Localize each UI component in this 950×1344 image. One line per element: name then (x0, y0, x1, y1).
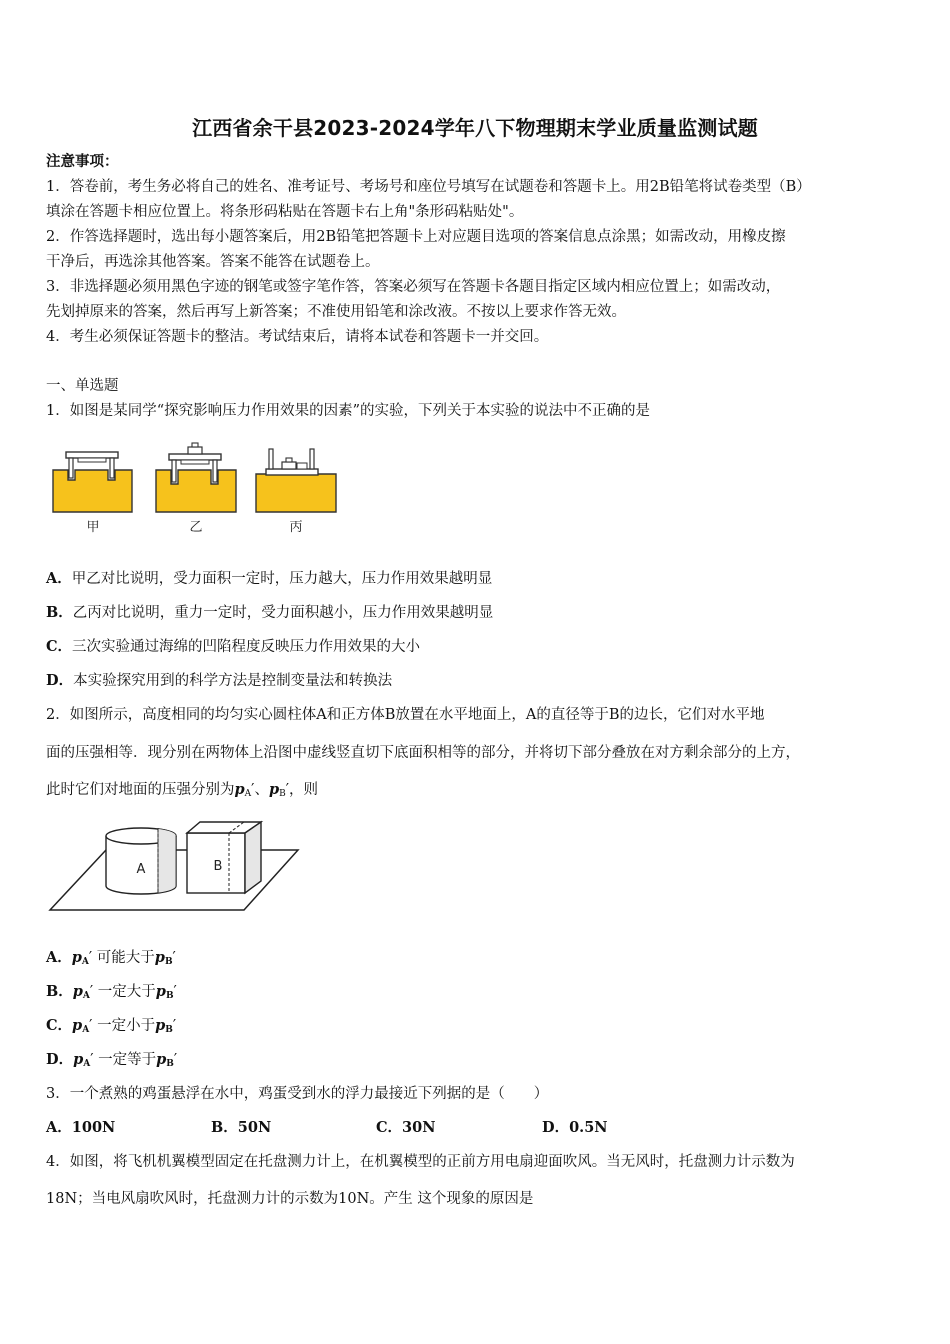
q2-solids-figure (48, 818, 304, 914)
sponge-yi (156, 443, 236, 512)
sponge-jia (53, 452, 132, 512)
q3-option-b[interactable]: B．50N (211, 1119, 272, 1136)
q3-option-c[interactable]: C．30N (376, 1119, 436, 1136)
q3-option-a[interactable]: A．100N (46, 1119, 116, 1136)
q1-stem: 1．如图是某同学“探究影响压力作用效果的因素”的实验，下列关于本实验的说法中不正确的是 (46, 403, 651, 419)
sponge-bing (256, 449, 336, 512)
notice-line: 3．非选择题必须用黑色字迹的钢笔或签字笔作答，答案必须写在答题卡各题目指定区域内相应位置上；如需改动， (46, 279, 781, 295)
q2-option-c[interactable]: C．$p_A'$ 一定小于$p_B'$ (46, 1017, 177, 1035)
q1-option-b[interactable]: B．乙丙对比说明，重力一定时，受力面积越小，压力作用效果越明显 (46, 604, 494, 621)
label-b: B (213, 859, 223, 874)
q2-option-b[interactable]: B．$p_A'$ 一定大于$p_B'$ (46, 983, 177, 1001)
page-title: 江西省余干县2023-2024学年八下物理期末学业质量监测试题 (192, 116, 758, 140)
label-a: A (136, 862, 146, 877)
notice-line: 填涂在答题卡相应位置上。将条形码粘贴在答题卡右上角"条形码粘贴处"。 (46, 204, 524, 220)
q1-option-d[interactable]: D．本实验探究用到的科学方法是控制变量法和转换法 (46, 672, 393, 689)
q2-option-a[interactable]: A．$p_A'$ 可能大于$p_B'$ (46, 949, 176, 967)
q1-option-a[interactable]: A．甲乙对比说明，受力面积一定时，压力越大，压力作用效果越明显 (46, 570, 493, 587)
q1-option-c[interactable]: C．三次实验通过海绵的凹陷程度反映压力作用效果的大小 (46, 638, 421, 655)
label-jia: 甲 (86, 520, 100, 535)
q2-stem-line: 2．如图所示，高度相同的均匀实心圆柱体A和正方体B放置在水平地面上，A的直径等于B的边长，它们对水平地 (46, 707, 765, 723)
notice-line: 1．答卷前，考生务必将自己的姓名、准考证号、考场号和座位号填写在试题卷和答题卡上。用2B铅笔将试卷类型（B） (46, 179, 811, 195)
notice-line: 先划掉原来的答案，然后再写上新答案；不准使用铅笔和涂改液。不按以上要求作答无效。 (46, 304, 626, 320)
label-yi: 乙 (189, 520, 203, 535)
q2-stem-line: 此时它们对地面的压强分别为$p_A'$、$p_B'$，则 (46, 781, 318, 799)
q1-sponge-figure (48, 442, 348, 538)
label-bing: 丙 (289, 520, 303, 535)
cube-b (187, 822, 261, 893)
q4-stem-line: 4．如图，将飞机机翼模型固定在托盘测力计上，在机翼模型的正前方用电扇迎面吹风。当无风时，托盘测力计示数为 (46, 1154, 795, 1170)
q3-stem: 3．一个煮熟的鸡蛋悬浮在水中，鸡蛋受到水的浮力最接近下列据的是（ ） (46, 1086, 549, 1102)
notice-line: 干净后，再选涂其他答案。答案不能答在试题卷上。 (46, 254, 380, 270)
q3-option-d[interactable]: D．0.5N (542, 1119, 608, 1136)
q4-stem-line: 18N；当电风扇吹风时，托盘测力计的示数为10N。产生 这个现象的原因是 (46, 1191, 534, 1207)
section-heading: 一、单选题 (46, 378, 119, 394)
q2-option-d[interactable]: D．$p_A'$ 一定等于$p_B'$ (46, 1051, 178, 1069)
cylinder-a (106, 828, 176, 894)
notice-line: 2．作答选择题时，选出每小题答案后，用2B铅笔把答题卡上对应题目选项的答案信息点涂黑；如需改动，用橡皮擦 (46, 229, 786, 245)
q2-stem-line: 面的压强相等．现分别在两物体上沿图中虚线竖直切下底面积相等的部分，并将切下部分叠放在对方剩余部分的上方， (46, 745, 800, 761)
notice-line: 4．考生必须保证答题卡的整洁。考试结束后，请将本试卷和答题卡一并交回。 (46, 329, 549, 345)
notice-heading: 注意事项： (46, 153, 119, 170)
